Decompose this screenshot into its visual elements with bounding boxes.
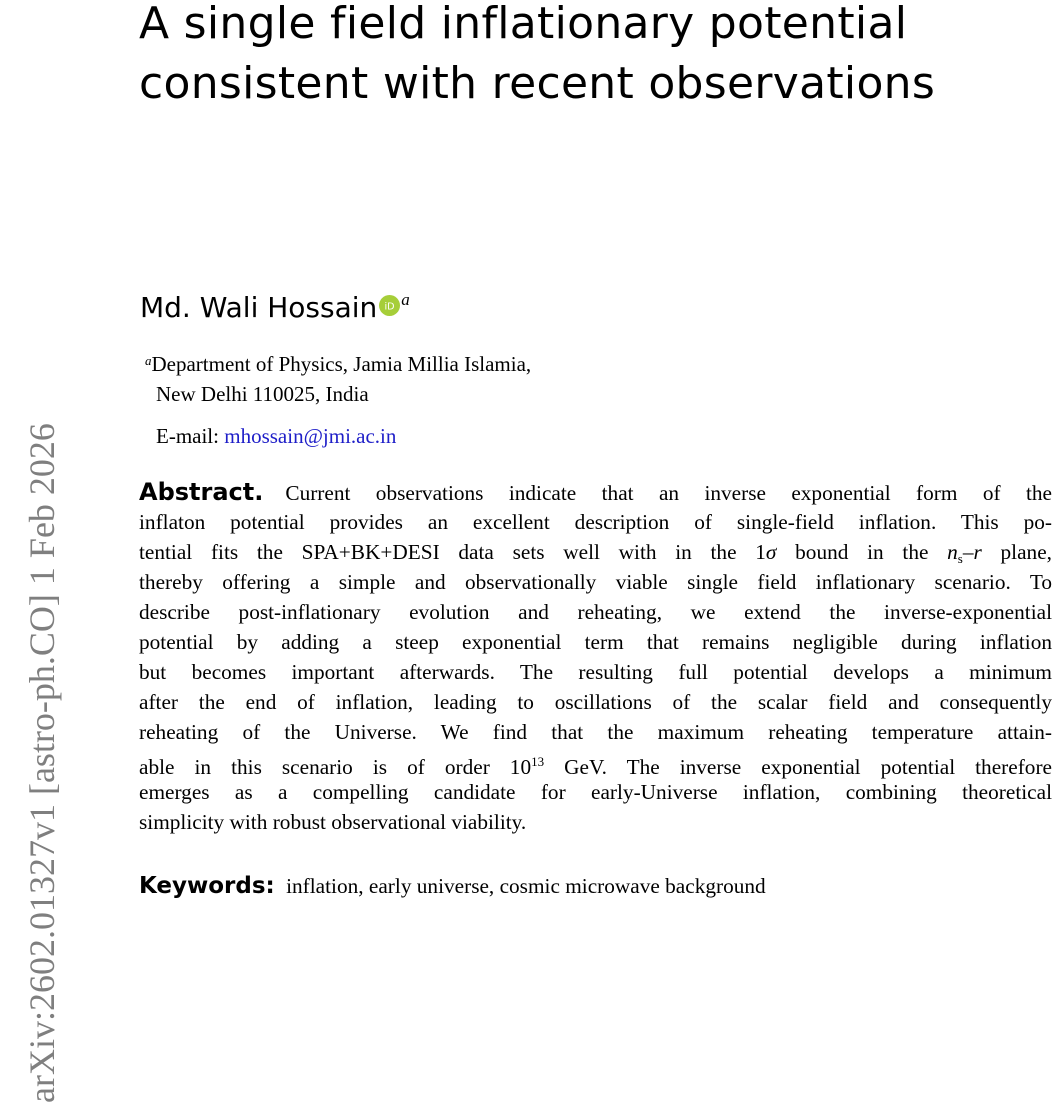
abstract-line: describe post-inflationary evolution and reheating, we extend the inverse-exponential [139,600,1052,624]
affiliation-line-2: New Delhi 110025, India [156,382,369,406]
abstract-line: Abstract. Current observations indicate that an inverse exponential form of the [139,478,1052,506]
email-label: E-mail: [156,424,219,448]
abstract-line: simplicity with robust observational viability. [139,810,527,834]
affiliation-line-1: Department of Physics, Jamia Millia Islamia, [151,352,532,376]
title-line-2: consistent with recent observations [139,58,936,109]
keywords-text: inflation, early universe, cosmic microwave background [286,874,766,898]
author-affiliation-mark: a [401,290,410,309]
abstract-line: potential by adding a steep exponential term that remains negligible during inflation [139,630,1052,654]
abstract-line: thereby offering a simple and observationally viable single field inflationary scenario. To [139,570,1052,594]
abstract-heading: Abstract. [139,478,264,506]
author-name: Md. Wali Hossain [140,291,378,324]
paper-title [139,0,1044,114]
keywords [139,871,766,901]
orcid-icon[interactable] [379,295,400,316]
abstract-line: inflaton potential provides an excellent description of single-field inflation. This po- [139,510,1052,534]
svg-text:iD: iD [384,301,395,313]
author [140,282,410,326]
abstract [139,477,1052,837]
email-link[interactable]: mhossain@jmi.ac.in [224,424,397,448]
abstract-line: but becomes important afterwards. The resulting full potential develops a minimum [139,660,1052,684]
abstract-line: reheating of the Universe. We find that the maximum reheating temperature attain- [139,720,1052,744]
title-line-1: A single field inflationary potential [139,0,908,49]
affiliation-mark: a [145,353,152,368]
abstract-line: tential fits the SPA+BK+DESI data sets well with in the 1σ bound in the $n_s-r$ plane, [139,540,1052,566]
keywords-heading: Keywords: [139,873,275,899]
email [156,421,396,451]
arxiv-identifier: arXiv:2602.01327v1 [astro-ph.CO] 1 Feb 2026 [22,423,62,1103]
affiliation [145,346,531,409]
abstract-line: after the end of inflation, leading to oscillations of the scalar field and consequently [139,690,1052,714]
abstract-line: able in this scenario is of order $10^{13}$ GeV. The inverse exponential potential therefore [139,754,1052,779]
abstract-line: emerges as a compelling candidate for early-Universe inflation, combining theoretical [139,780,1052,804]
